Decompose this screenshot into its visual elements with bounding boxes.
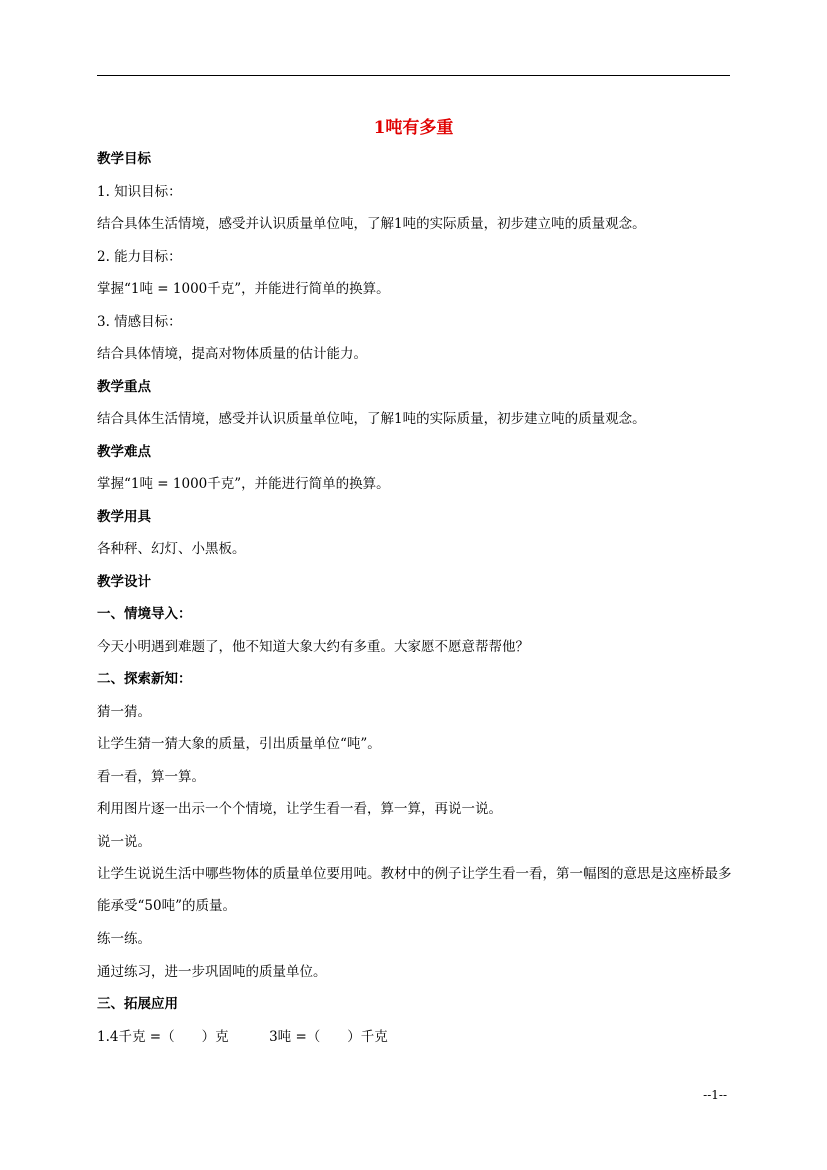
look-text: 利用图片逐一出示一个个情境，让学生看一看，算一算，再说一说。	[97, 801, 502, 817]
heading-teaching-tools: 教学用具	[97, 509, 151, 525]
section-1-heading: 一、情境导入：	[97, 606, 192, 622]
difficulties-text: 掌握“1吨 = 1000千克”，并能进行简单的换算。	[97, 476, 390, 492]
heading-teaching-goals: 教学目标	[97, 151, 151, 167]
practice-text: 通过练习，进一步巩固吨的质量单位。	[97, 964, 327, 980]
practice-label: 练一练。	[97, 931, 151, 947]
guess-label: 猜一猜。	[97, 704, 151, 720]
guess-text: 让学生猜一猜大象的质量，引出质量单位“吨”。	[97, 736, 381, 752]
look-label: 看一看，算一算。	[97, 769, 205, 785]
goal-2-text: 掌握“1吨 = 1000千克”，并能进行简单的换算。	[97, 281, 390, 297]
goal-3-label: 3. 情感目标：	[97, 314, 182, 330]
header-rule	[97, 75, 730, 76]
goal-1-text: 结合具体生活情境，感受并认识质量单位吨，了解1吨的实际质量，初步建立吨的质量观念。	[97, 216, 646, 232]
heading-difficulties: 教学难点	[97, 444, 151, 460]
exercise-line: 1.4千克 =（ ）克 3吨 =（ ）千克	[97, 1029, 388, 1045]
speak-label: 说一说。	[97, 834, 151, 850]
section-1-text: 今天小明遇到难题了，他不知道大象大约有多重。大家愿不愿意帮帮他？	[97, 639, 529, 655]
speak-text: 让学生说说生活中哪些物体的质量单位要用吨。教材中的例子让学生看一看，第一幅图的意思是这座桥最多能承受“50吨”的质量。	[97, 866, 732, 914]
section-2-heading: 二、探索新知：	[97, 671, 192, 687]
section-3-heading: 三、拓展应用	[97, 996, 178, 1012]
goal-1-label: 1. 知识目标：	[97, 184, 182, 200]
document-title: 1吨有多重	[373, 118, 454, 138]
heading-key-points: 教学重点	[97, 379, 151, 395]
goal-2-label: 2. 能力目标：	[97, 249, 182, 265]
heading-teaching-design: 教学设计	[97, 574, 151, 590]
page-number: --1--	[703, 1088, 727, 1102]
teaching-tools-text: 各种秤、幻灯、小黑板。	[97, 541, 246, 557]
goal-3-text: 结合具体情境，提高对物体质量的估计能力。	[97, 346, 367, 362]
key-points-text: 结合具体生活情境，感受并认识质量单位吨，了解1吨的实际质量，初步建立吨的质量观念。	[97, 411, 646, 427]
